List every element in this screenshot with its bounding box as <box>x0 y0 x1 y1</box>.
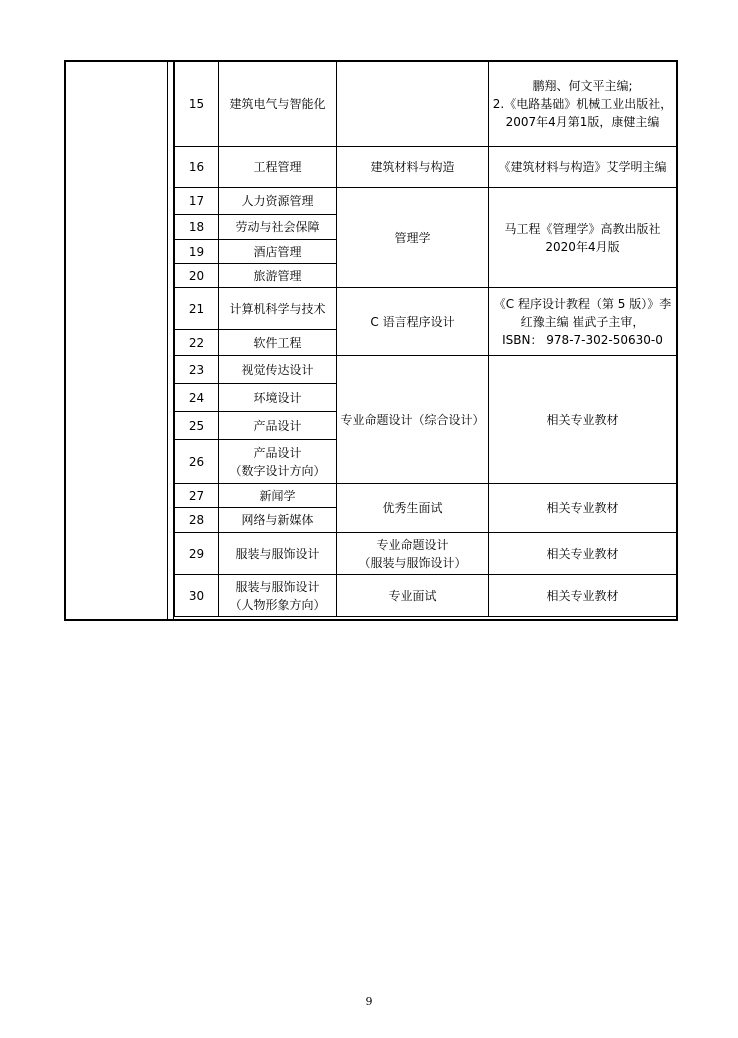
major-name: 软件工程 <box>219 330 337 356</box>
reference-textbook: 相关专业教材 <box>489 533 677 575</box>
row-number: 29 <box>175 533 219 575</box>
row-number: 17 <box>175 188 219 215</box>
reference-textbook: 相关专业教材 <box>489 575 677 617</box>
reference-textbook: 相关专业教材 <box>489 356 677 484</box>
reference-textbook: 《建筑材料与构造》艾学明主编 <box>489 147 677 188</box>
table-row <box>175 484 677 508</box>
major-name: 服装与服饰设计 （人物形象方向） <box>219 575 337 617</box>
major-name: 工程管理 <box>219 147 337 188</box>
exam-subject: C 语言程序设计 <box>337 288 489 356</box>
major-name: 人力资源管理 <box>219 188 337 215</box>
exam-subject: 专业面试 <box>337 575 489 617</box>
page-number: 9 <box>365 995 373 1008</box>
row-number: 20 <box>175 264 219 288</box>
major-name: 视觉传达设计 <box>219 356 337 384</box>
major-name: 酒店管理 <box>219 240 337 264</box>
major-name: 网络与新媒体 <box>219 508 337 533</box>
table-row <box>175 356 677 384</box>
row-number: 23 <box>175 356 219 384</box>
exam-subject <box>337 62 489 147</box>
table-row <box>175 288 677 330</box>
reference-textbook: 鹏翔、何文平主编; 2.《电路基础》机械工业出版社，2007年4月第1版，康健主编 <box>489 62 677 147</box>
row-number: 28 <box>175 508 219 533</box>
table-row <box>175 62 677 147</box>
major-name: 服装与服饰设计 <box>219 533 337 575</box>
row-number: 27 <box>175 484 219 508</box>
reference-textbook: 相关专业教材 <box>489 484 677 533</box>
table-frame <box>64 60 678 621</box>
row-number: 22 <box>175 330 219 356</box>
row-number: 25 <box>175 412 219 440</box>
row-number: 18 <box>175 215 219 240</box>
major-name: 新闻学 <box>219 484 337 508</box>
table-row <box>175 533 677 575</box>
exam-subject: 优秀生面试 <box>337 484 489 533</box>
major-name: 计算机科学与技术 <box>219 288 337 330</box>
exam-subject: 管理学 <box>337 188 489 288</box>
table-row <box>175 575 677 617</box>
exam-subject: 专业命题设计（综合设计） <box>337 356 489 484</box>
exam-subject-table <box>174 61 677 617</box>
reference-textbook: 《C 程序设计教程（第 5 版）》李红豫主编 崔武子主审， ISBN： 978-7-302-50630-0 <box>489 288 677 356</box>
row-number: 15 <box>175 62 219 147</box>
table-row <box>175 188 677 215</box>
major-name: 产品设计 <box>219 412 337 440</box>
row-number: 19 <box>175 240 219 264</box>
major-name: 建筑电气与智能化 <box>219 62 337 147</box>
major-name: 环境设计 <box>219 384 337 412</box>
row-number: 16 <box>175 147 219 188</box>
row-number: 30 <box>175 575 219 617</box>
major-name: 劳动与社会保障 <box>219 215 337 240</box>
row-number: 21 <box>175 288 219 330</box>
category-column <box>66 62 168 619</box>
major-name: 产品设计 （数字设计方向） <box>219 440 337 484</box>
major-name: 旅游管理 <box>219 264 337 288</box>
exam-subject: 建筑材料与构造 <box>337 147 489 188</box>
reference-textbook: 马工程《管理学》高教出版社 2020年4月版 <box>489 188 677 288</box>
table-row <box>175 147 677 188</box>
row-number: 26 <box>175 440 219 484</box>
exam-subject: 专业命题设计 （服装与服饰设计） <box>337 533 489 575</box>
row-number: 24 <box>175 384 219 412</box>
